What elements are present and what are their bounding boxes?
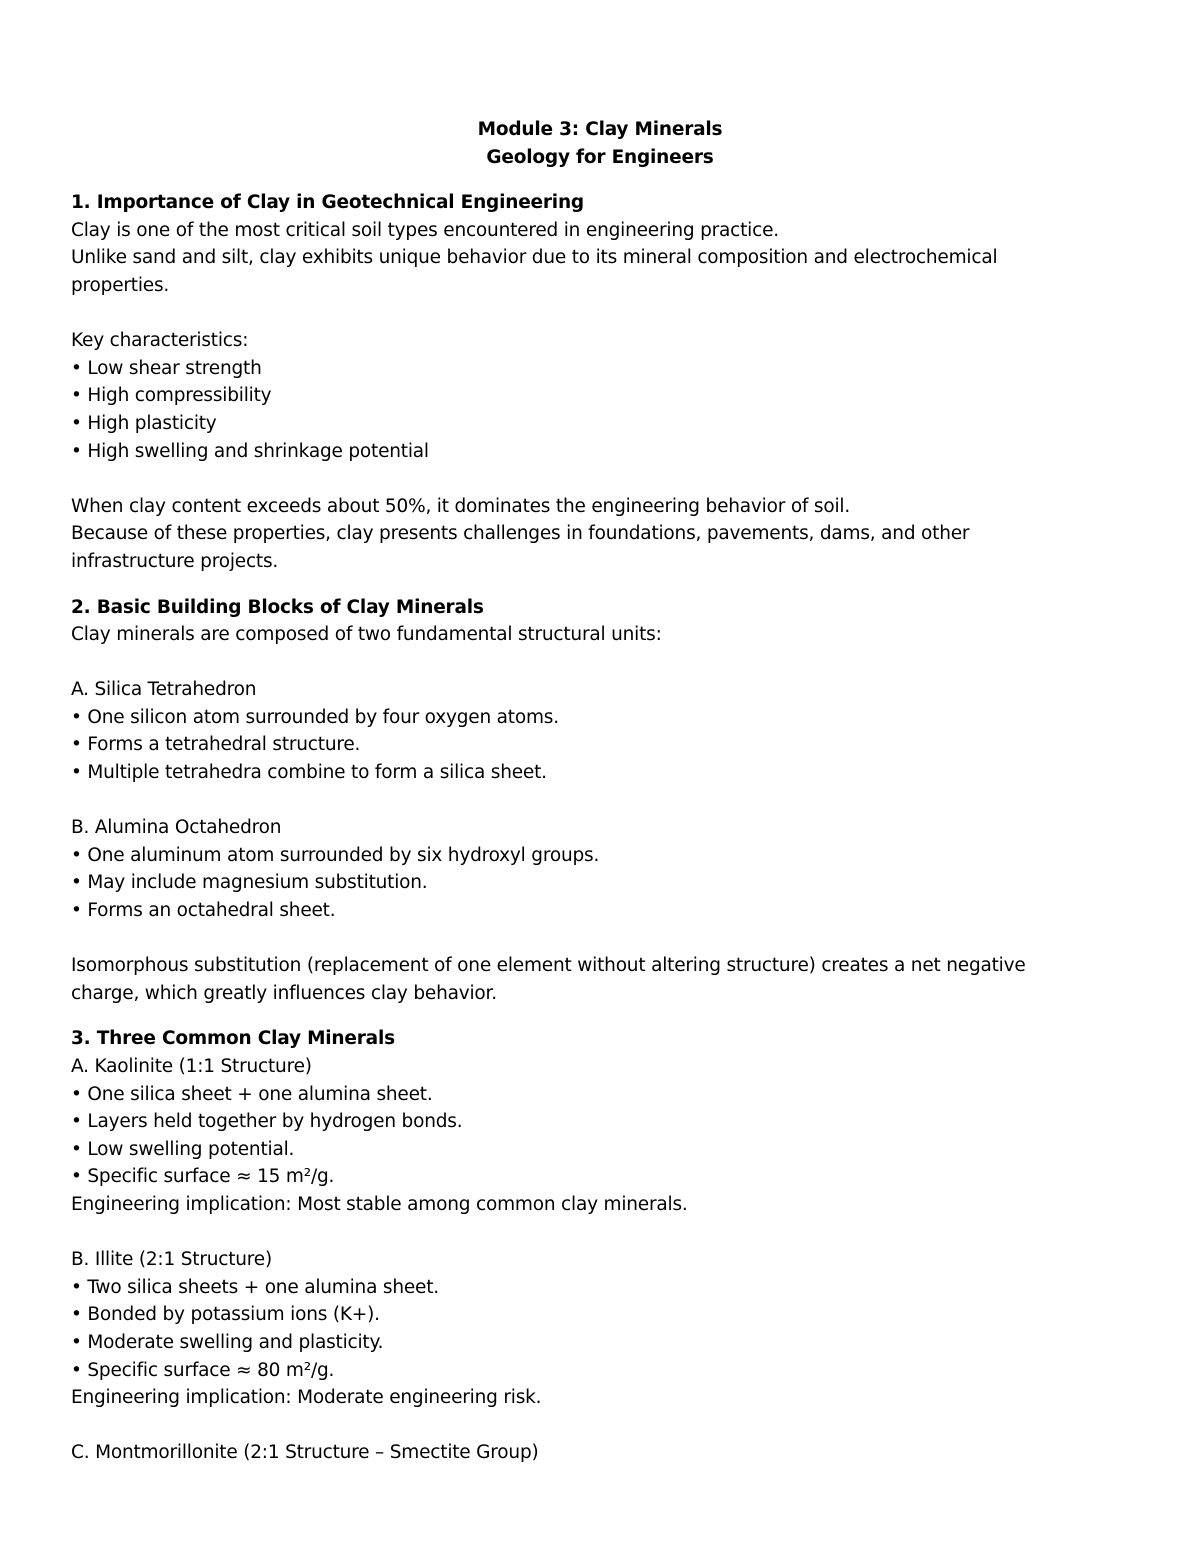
paragraph-line: Unlike sand and silt, clay exhibits unique behavior due to its mineral composition and electrochemical xyxy=(71,247,998,269)
spacer xyxy=(71,787,1131,815)
section-common-clay-minerals xyxy=(71,1025,1131,1467)
list-item: • Specific surface ≈ 80 m²/g. xyxy=(71,1359,335,1381)
document-title-block xyxy=(0,116,1200,171)
section-heading: 1. Importance of Clay in Geotechnical Engineering xyxy=(71,192,584,214)
list-item: • Multiple tetrahedra combine to form a silica sheet. xyxy=(71,762,547,784)
list-item: • Low shear strength xyxy=(71,357,262,379)
paragraph-line: Clay is one of the most critical soil types encountered in engineering practice. xyxy=(71,219,779,241)
section-importance-of-clay xyxy=(71,189,1131,575)
list-label: Key characteristics: xyxy=(71,330,249,352)
spacer xyxy=(71,1412,1131,1440)
paragraph-line: charge, which greatly influences clay behavior. xyxy=(71,982,497,1004)
paragraph-line: Engineering implication: Moderate engineering risk. xyxy=(71,1387,542,1409)
section-heading: 3. Three Common Clay Minerals xyxy=(71,1028,395,1050)
spacer xyxy=(71,649,1131,677)
spacer xyxy=(71,171,1131,189)
spacer xyxy=(71,465,1131,493)
list-item: • Bonded by potassium ions (K+). xyxy=(71,1304,380,1326)
paragraph-line: Isomorphous substitution (replacement of one element without altering structure) creates a net negative xyxy=(71,955,1026,977)
spacer xyxy=(71,1219,1131,1247)
paragraph-line: properties. xyxy=(71,274,170,296)
section-building-blocks xyxy=(71,594,1131,1008)
spacer xyxy=(71,300,1131,328)
subsection-label: B. Illite (2:1 Structure) xyxy=(71,1249,272,1271)
list-item: • Specific surface ≈ 15 m²/g. xyxy=(71,1166,335,1188)
document-subtitle: Geology for Engineers xyxy=(486,146,714,168)
spacer xyxy=(71,576,1131,594)
subsection-label: C. Montmorillonite (2:1 Structure – Smectite Group) xyxy=(71,1442,539,1464)
list-item: • Forms an octahedral sheet. xyxy=(71,900,336,922)
paragraph-line: Engineering implication: Most stable among common clay minerals. xyxy=(71,1193,688,1215)
list-item: • High plasticity xyxy=(71,412,217,434)
list-item: • Layers held together by hydrogen bonds. xyxy=(71,1111,463,1133)
paragraph-line: When clay content exceeds about 50%, it dominates the engineering behavior of soil. xyxy=(71,495,851,517)
paragraph-line: Clay minerals are composed of two fundamental structural units: xyxy=(71,624,662,646)
list-item: • Moderate swelling and plasticity. xyxy=(71,1331,384,1353)
list-item: • May include magnesium substitution. xyxy=(71,872,428,894)
subsection-label: A. Kaolinite (1:1 Structure) xyxy=(71,1056,312,1077)
list-item: • One aluminum atom surrounded by six hydroxyl groups. xyxy=(71,844,600,866)
spacer xyxy=(71,925,1131,953)
spacer xyxy=(71,1007,1131,1025)
list-item: • High compressibility xyxy=(71,385,272,407)
subsection-label: B. Alumina Octahedron xyxy=(71,817,282,839)
paragraph-line: Because of these properties, clay presents challenges in foundations, pavements, dams, and other xyxy=(71,523,970,545)
list-item: • High swelling and shrinkage potential xyxy=(71,440,429,462)
list-item: • One silica sheet + one alumina sheet. xyxy=(71,1083,433,1105)
document-title: Module 3: Clay Minerals xyxy=(477,119,723,140)
subsection-label: A. Silica Tetrahedron xyxy=(71,679,257,701)
list-item: • Forms a tetrahedral structure. xyxy=(71,734,361,756)
document-body xyxy=(71,116,1131,1467)
section-heading: 2. Basic Building Blocks of Clay Minerals xyxy=(71,596,484,618)
list-item: • Two silica sheets + one alumina sheet. xyxy=(71,1276,439,1298)
list-item: • Low swelling potential. xyxy=(71,1138,295,1160)
list-item: • One silicon atom surrounded by four oxygen atoms. xyxy=(71,706,559,728)
paragraph-line: infrastructure projects. xyxy=(71,550,279,572)
